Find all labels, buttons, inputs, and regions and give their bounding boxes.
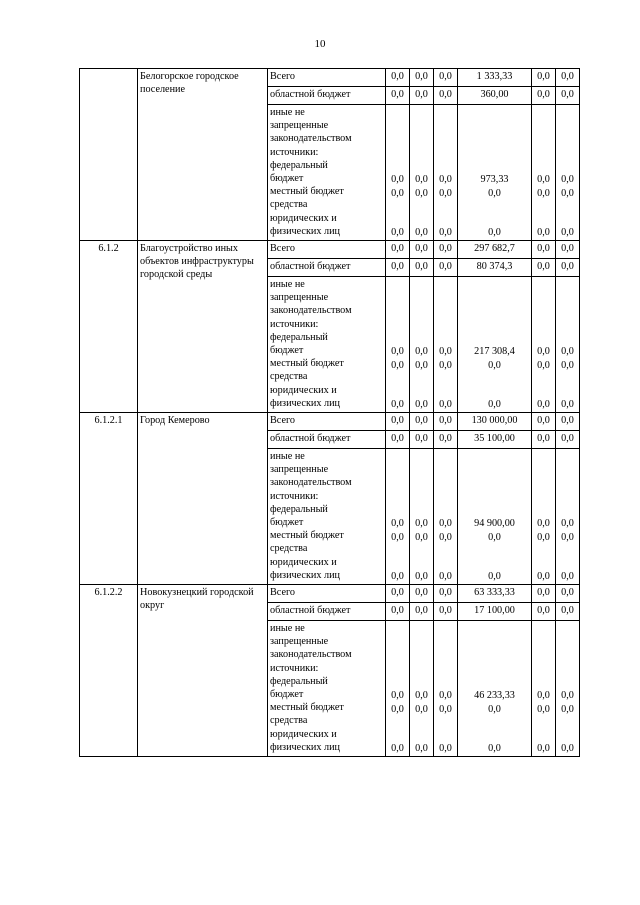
- value-federal: 0,0: [439, 690, 452, 702]
- source-line: законодательством: [270, 477, 352, 489]
- value-federal: 0,0: [537, 346, 550, 358]
- row-name: Новокузнецкий городской округ: [138, 585, 268, 757]
- value-federal: 0,0: [439, 174, 452, 186]
- cell-other-sources: [532, 277, 556, 413]
- cell-other-sources: [458, 621, 532, 757]
- source-line: физических лиц: [270, 569, 340, 581]
- source-line: иные не: [270, 279, 305, 290]
- value-municipal: 0,0: [488, 531, 501, 543]
- row-code: 6.1.2.1: [80, 413, 138, 585]
- source-line: средства: [270, 371, 308, 383]
- cell-total: 0,0: [532, 69, 556, 87]
- value-federal: 0,0: [415, 346, 428, 358]
- value-stack: [434, 106, 457, 239]
- cell-other-sources: [556, 105, 580, 241]
- cell-other-sources: [410, 621, 434, 757]
- value-stack: [532, 622, 555, 755]
- cell-total: 63 333,33: [458, 585, 532, 603]
- source-total-label: Всего: [268, 69, 386, 87]
- value-stack: [556, 278, 579, 411]
- value-other: 0,0: [415, 742, 428, 754]
- cell-total: 130 000,00: [458, 413, 532, 431]
- value-municipal: 0,0: [415, 187, 428, 199]
- source-line: физических лиц: [270, 741, 340, 753]
- value-stack: [556, 622, 579, 755]
- value-stack: [458, 278, 531, 411]
- value-other: 0,0: [488, 570, 501, 582]
- value-municipal: 0,0: [537, 187, 550, 199]
- value-other: 0,0: [561, 226, 574, 238]
- value-other: 0,0: [391, 226, 404, 238]
- cell-total: 0,0: [532, 241, 556, 259]
- value-other: 0,0: [391, 398, 404, 410]
- value-federal: 0,0: [561, 690, 574, 702]
- table-row: [80, 413, 580, 431]
- value-other: 0,0: [537, 742, 550, 754]
- value-stack: [386, 450, 409, 583]
- value-federal: 0,0: [537, 518, 550, 530]
- source-regional-label: областной бюджет: [268, 259, 386, 277]
- source-line: бюджет: [270, 517, 304, 529]
- cell-total: 0,0: [410, 69, 434, 87]
- value-federal: 0,0: [391, 174, 404, 186]
- source-line: юридических и: [270, 556, 337, 568]
- row-name: Город Кемерово: [138, 413, 268, 585]
- cell-total: 0,0: [386, 585, 410, 603]
- cell-regional: 0,0: [532, 431, 556, 449]
- cell-other-sources: [458, 277, 532, 413]
- value-other: 0,0: [439, 570, 452, 582]
- cell-other-sources: [458, 449, 532, 585]
- cell-regional: 0,0: [434, 603, 458, 621]
- cell-other-sources: [434, 621, 458, 757]
- value-stack: [458, 106, 531, 239]
- table-body: [80, 69, 580, 757]
- source-other-label: [268, 449, 386, 585]
- source-line: федеральный: [270, 331, 328, 343]
- source-line: источники:: [270, 662, 319, 674]
- cell-regional: 0,0: [556, 87, 580, 105]
- source-line: иные не: [270, 107, 305, 118]
- cell-other-sources: [556, 449, 580, 585]
- table-row: [80, 585, 580, 603]
- value-other: 0,0: [415, 398, 428, 410]
- value-stack: [410, 106, 433, 239]
- cell-regional: 360,00: [458, 87, 532, 105]
- source-line: источники:: [270, 490, 319, 502]
- cell-regional: 35 100,00: [458, 431, 532, 449]
- value-federal: 217 308,4: [474, 346, 515, 358]
- value-stack: [532, 278, 555, 411]
- source-line: физических лиц: [270, 397, 340, 409]
- cell-total: 0,0: [434, 585, 458, 603]
- cell-total: 0,0: [532, 585, 556, 603]
- row-code: 6.1.2: [80, 241, 138, 413]
- cell-other-sources: [556, 621, 580, 757]
- value-federal: 0,0: [391, 690, 404, 702]
- value-municipal: 0,0: [415, 703, 428, 715]
- cell-other-sources: [386, 449, 410, 585]
- value-stack: [386, 106, 409, 239]
- cell-regional: 0,0: [556, 603, 580, 621]
- row-name: Благоустройство иных объектов инфраструктуры городской среды: [138, 241, 268, 413]
- value-federal: 0,0: [439, 346, 452, 358]
- cell-regional: 0,0: [386, 431, 410, 449]
- value-other: 0,0: [561, 570, 574, 582]
- cell-total: 0,0: [410, 585, 434, 603]
- value-stack: [434, 278, 457, 411]
- value-stack: [410, 622, 433, 755]
- value-municipal: 0,0: [537, 531, 550, 543]
- source-other-label: [268, 277, 386, 413]
- source-line: федеральный: [270, 159, 328, 171]
- value-other: 0,0: [391, 570, 404, 582]
- cell-other-sources: [532, 621, 556, 757]
- source-total-label: Всего: [268, 585, 386, 603]
- page-number: 10: [314, 38, 326, 50]
- source-regional-label: областной бюджет: [268, 603, 386, 621]
- source-line: средства: [270, 199, 308, 211]
- value-municipal: 0,0: [439, 359, 452, 371]
- row-code: [80, 69, 138, 241]
- cell-regional: 0,0: [434, 87, 458, 105]
- source-line: запрещенные: [270, 464, 329, 476]
- cell-regional: 0,0: [386, 603, 410, 621]
- cell-regional: 0,0: [556, 259, 580, 277]
- source-line: местный бюджет: [270, 186, 344, 198]
- cell-other-sources: [458, 105, 532, 241]
- row-name: Белогорское городское поселение: [138, 69, 268, 241]
- value-other: 0,0: [439, 226, 452, 238]
- cell-regional: 0,0: [532, 603, 556, 621]
- source-line: бюджет: [270, 689, 304, 701]
- value-stack: [532, 450, 555, 583]
- table-row: [80, 69, 580, 87]
- cell-regional: 17 100,00: [458, 603, 532, 621]
- value-municipal: 0,0: [488, 187, 501, 199]
- value-stack: [434, 622, 457, 755]
- value-federal: 0,0: [561, 174, 574, 186]
- cell-total: 0,0: [556, 585, 580, 603]
- cell-total: 0,0: [386, 413, 410, 431]
- value-municipal: 0,0: [391, 703, 404, 715]
- value-federal: 0,0: [439, 518, 452, 530]
- value-stack: [458, 622, 531, 755]
- source-line: иные не: [270, 623, 305, 634]
- value-other: 0,0: [561, 398, 574, 410]
- cell-other-sources: [410, 277, 434, 413]
- cell-regional: 0,0: [556, 431, 580, 449]
- source-line: законодательством: [270, 305, 352, 317]
- value-municipal: 0,0: [561, 187, 574, 199]
- value-other: 0,0: [415, 226, 428, 238]
- source-other-label: [268, 105, 386, 241]
- value-municipal: 0,0: [537, 703, 550, 715]
- cell-regional: 0,0: [410, 259, 434, 277]
- cell-other-sources: [532, 105, 556, 241]
- source-line: средства: [270, 715, 308, 727]
- source-total-label: Всего: [268, 241, 386, 259]
- cell-regional: 0,0: [532, 259, 556, 277]
- value-municipal: 0,0: [537, 359, 550, 371]
- value-other: 0,0: [415, 570, 428, 582]
- value-federal: 0,0: [415, 174, 428, 186]
- cell-total: 1 333,33: [458, 69, 532, 87]
- cell-other-sources: [434, 277, 458, 413]
- cell-total: 0,0: [556, 69, 580, 87]
- source-line: местный бюджет: [270, 702, 344, 714]
- value-stack: [410, 450, 433, 583]
- cell-other-sources: [410, 105, 434, 241]
- source-line: иные не: [270, 451, 305, 462]
- value-other: 0,0: [439, 398, 452, 410]
- value-municipal: 0,0: [488, 359, 501, 371]
- cell-total: 0,0: [410, 241, 434, 259]
- cell-other-sources: [386, 621, 410, 757]
- cell-regional: 0,0: [434, 431, 458, 449]
- source-line: источники:: [270, 318, 319, 330]
- source-line: законодательством: [270, 649, 352, 661]
- value-stack: [556, 450, 579, 583]
- source-line: местный бюджет: [270, 358, 344, 370]
- cell-other-sources: [434, 105, 458, 241]
- cell-total: 297 682,7: [458, 241, 532, 259]
- value-federal: 973,33: [480, 174, 509, 186]
- value-municipal: 0,0: [439, 531, 452, 543]
- value-stack: [532, 106, 555, 239]
- cell-total: 0,0: [556, 241, 580, 259]
- value-municipal: 0,0: [561, 359, 574, 371]
- value-federal: 0,0: [391, 346, 404, 358]
- value-municipal: 0,0: [488, 703, 501, 715]
- value-federal: 46 233,33: [474, 690, 515, 702]
- cell-total: 0,0: [386, 241, 410, 259]
- source-total-label: Всего: [268, 413, 386, 431]
- value-federal: 0,0: [415, 690, 428, 702]
- cell-total: 0,0: [434, 241, 458, 259]
- source-line: юридических и: [270, 728, 337, 740]
- cell-regional: 80 374,3: [458, 259, 532, 277]
- cell-total: 0,0: [386, 69, 410, 87]
- value-other: 0,0: [561, 742, 574, 754]
- source-line: местный бюджет: [270, 530, 344, 542]
- source-other-label: [268, 621, 386, 757]
- value-federal: 0,0: [415, 518, 428, 530]
- value-federal: 0,0: [391, 518, 404, 530]
- source-line: физических лиц: [270, 225, 340, 237]
- value-federal: 0,0: [561, 346, 574, 358]
- value-other: 0,0: [537, 398, 550, 410]
- cell-regional: 0,0: [410, 603, 434, 621]
- cell-regional: 0,0: [386, 259, 410, 277]
- cell-regional: 0,0: [434, 259, 458, 277]
- value-federal: 0,0: [561, 518, 574, 530]
- cell-regional: 0,0: [532, 87, 556, 105]
- value-stack: [386, 278, 409, 411]
- value-municipal: 0,0: [391, 359, 404, 371]
- cell-other-sources: [410, 449, 434, 585]
- cell-total: 0,0: [556, 413, 580, 431]
- value-other: 0,0: [391, 742, 404, 754]
- value-federal: 0,0: [537, 174, 550, 186]
- value-stack: [458, 450, 531, 583]
- cell-other-sources: [434, 449, 458, 585]
- source-line: федеральный: [270, 503, 328, 515]
- value-municipal: 0,0: [391, 531, 404, 543]
- cell-total: 0,0: [434, 413, 458, 431]
- value-municipal: 0,0: [415, 531, 428, 543]
- source-line: запрещенные: [270, 120, 329, 132]
- value-other: 0,0: [488, 398, 501, 410]
- source-line: юридических и: [270, 212, 337, 224]
- value-other: 0,0: [488, 742, 501, 754]
- value-stack: [386, 622, 409, 755]
- value-municipal: 0,0: [561, 531, 574, 543]
- budget-table: [79, 68, 580, 757]
- value-municipal: 0,0: [439, 703, 452, 715]
- cell-regional: 0,0: [386, 87, 410, 105]
- value-municipal: 0,0: [439, 187, 452, 199]
- cell-other-sources: [386, 277, 410, 413]
- source-line: юридических и: [270, 384, 337, 396]
- cell-other-sources: [532, 449, 556, 585]
- source-line: средства: [270, 543, 308, 555]
- cell-total: 0,0: [434, 69, 458, 87]
- cell-total: 0,0: [532, 413, 556, 431]
- source-regional-label: областной бюджет: [268, 431, 386, 449]
- value-municipal: 0,0: [561, 703, 574, 715]
- value-federal: 94 900,00: [474, 518, 515, 530]
- source-line: источники:: [270, 146, 319, 158]
- value-stack: [434, 450, 457, 583]
- source-line: запрещенные: [270, 292, 329, 304]
- value-federal: 0,0: [537, 690, 550, 702]
- value-stack: [410, 278, 433, 411]
- table-row: [80, 241, 580, 259]
- cell-regional: 0,0: [410, 87, 434, 105]
- source-regional-label: областной бюджет: [268, 87, 386, 105]
- cell-other-sources: [556, 277, 580, 413]
- value-other: 0,0: [439, 742, 452, 754]
- source-line: федеральный: [270, 675, 328, 687]
- source-line: законодательством: [270, 133, 352, 145]
- cell-other-sources: [386, 105, 410, 241]
- cell-total: 0,0: [410, 413, 434, 431]
- source-line: бюджет: [270, 173, 304, 185]
- value-stack: [556, 106, 579, 239]
- value-other: 0,0: [537, 226, 550, 238]
- value-other: 0,0: [488, 226, 501, 238]
- source-line: бюджет: [270, 345, 304, 357]
- cell-regional: 0,0: [410, 431, 434, 449]
- row-code: 6.1.2.2: [80, 585, 138, 757]
- source-line: запрещенные: [270, 636, 329, 648]
- value-other: 0,0: [537, 570, 550, 582]
- value-municipal: 0,0: [391, 187, 404, 199]
- value-municipal: 0,0: [415, 359, 428, 371]
